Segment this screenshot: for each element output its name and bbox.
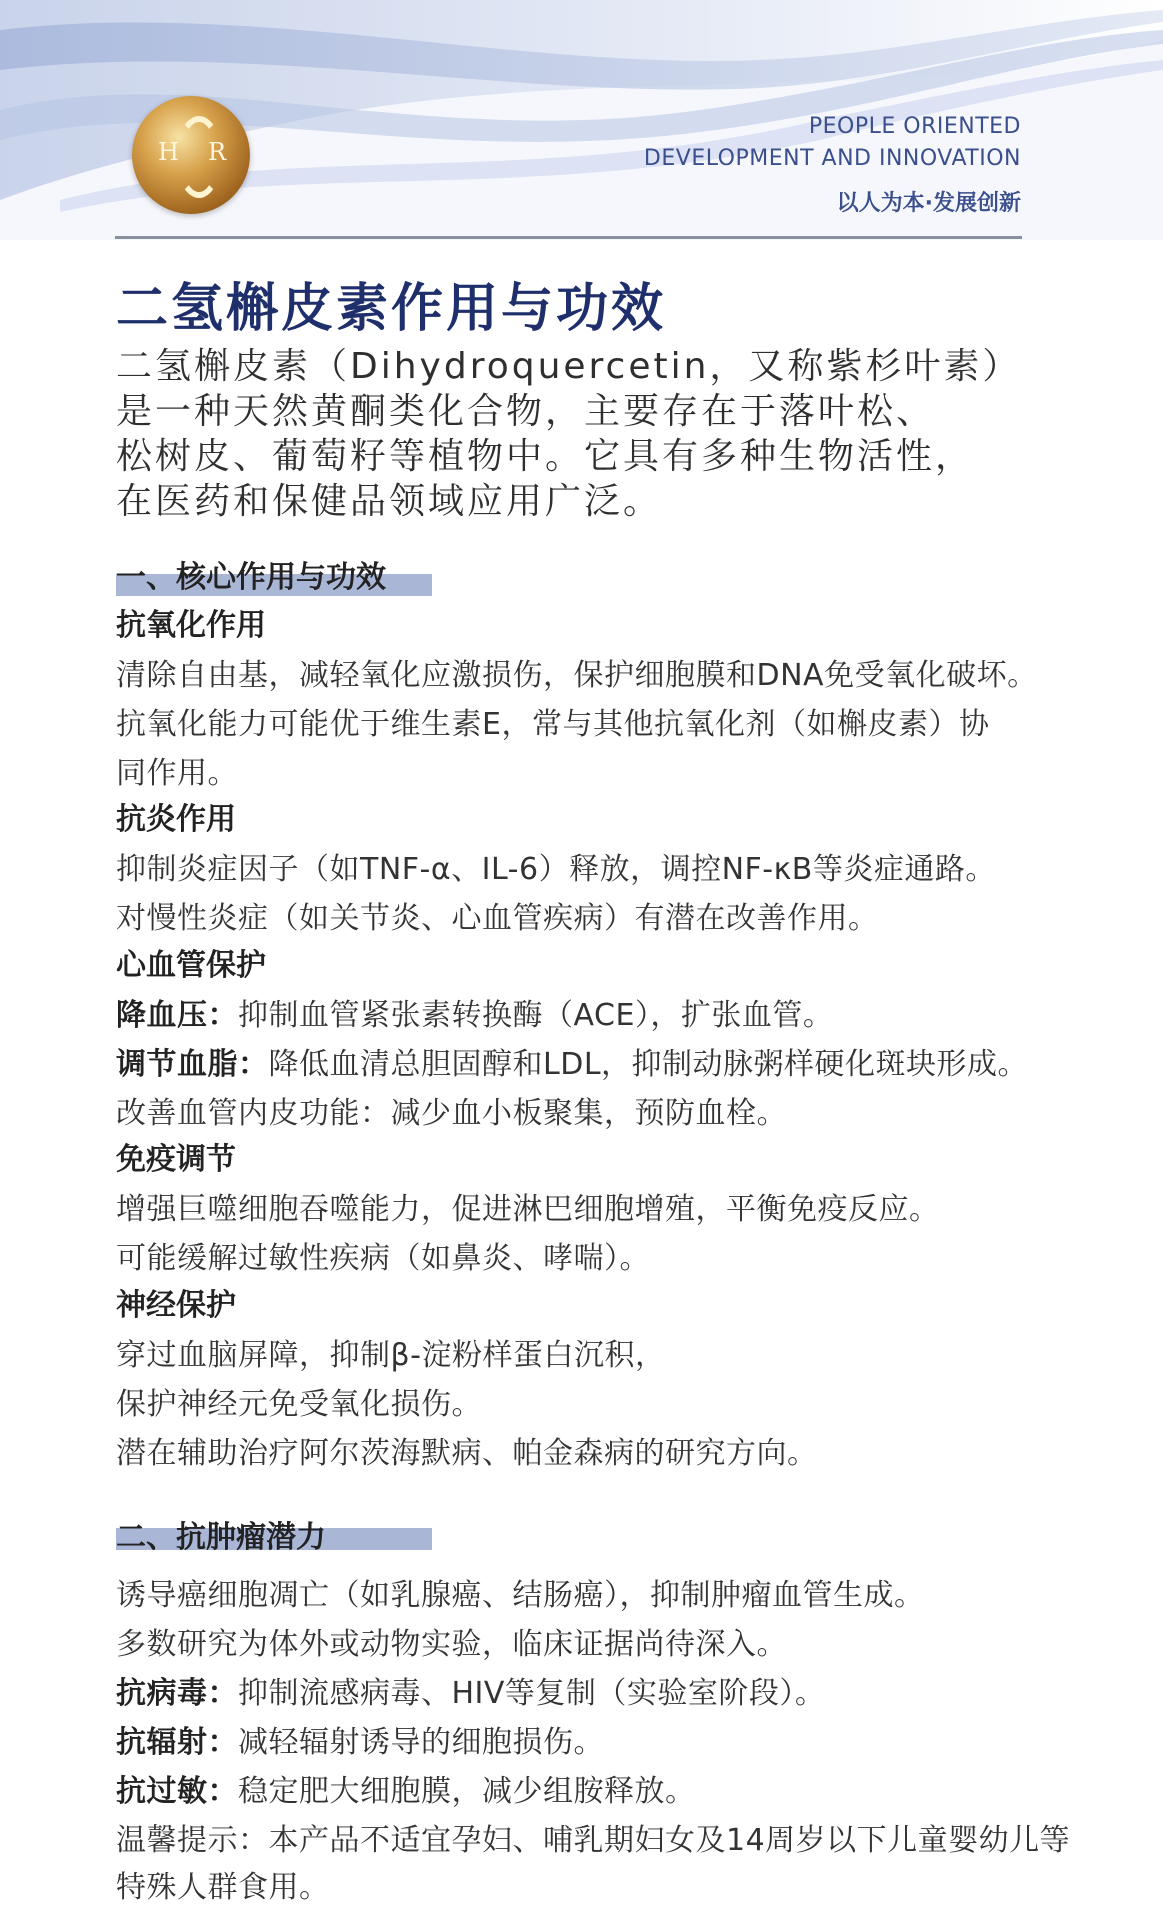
neuro-line: 穿过血脑屏障，抑制β-淀粉样蛋白沉积， [116,1338,666,1373]
logo-letter-r: R [208,138,227,166]
company-logo [132,96,250,214]
antitumor-line: 多数研究为体外或动物实验，临床证据尚待深入。 [116,1627,787,1662]
antioxidant-line: 同作用。 [116,756,238,791]
intro-line: 在医药和保健品领域应用广泛。 [116,481,663,522]
antioxidant-heading: 抗氧化作用 [116,608,266,643]
intro-line: 是一种天然黄酮类化合物，主要存在于落叶松、 [116,391,936,432]
blood-lipid-text: 降低血清总胆固醇和LDL，抑制动脉粥样硬化斑块形成。 [268,1047,1029,1082]
antiradiation-line [116,1717,604,1761]
antiviral-text: 抑制流感病毒、HIV等复制（实验室阶段）。 [238,1676,826,1711]
slogan-line-1: PEOPLE ORIENTED [808,114,1021,139]
antiallergy-text: 稳定肥大细胞膜，减少组胺释放。 [238,1774,696,1809]
slogan-line-2: DEVELOPMENT AND INNOVATION [643,146,1021,171]
antiallergy-line [116,1766,696,1810]
immune-line: 可能缓解过敏性疾病（如鼻炎、哮喘）。 [116,1241,650,1276]
blood-lipid-label: 调节血脂： [116,1047,269,1082]
immune-heading: 免疫调节 [116,1142,236,1177]
intro-line: 二氢槲皮素（Dihydroquercetin，又称紫杉叶素） [116,346,1022,387]
header-divider [115,236,1022,239]
page-title: 二氢槲皮素作用与功效 [116,279,667,339]
neuro-heading: 神经保护 [116,1288,236,1323]
logo-letter-h: H [158,138,179,166]
anti-inflammatory-line: 对慢性炎症（如关节炎、心血管疾病）有潜在改善作用。 [116,901,879,936]
cardio-heading: 心血管保护 [116,948,266,983]
notice-line: 特殊人群食用。 [116,1870,330,1905]
intro-line: 松树皮、葡萄籽等植物中。它具有多种生物活性， [116,436,975,477]
blood-pressure-text: 抑制血管紧张素转换酶（ACE），扩张血管。 [238,998,834,1033]
blood-pressure-line [116,990,833,1034]
blood-lipid-line [116,1039,1028,1083]
antiradiation-label: 抗辐射： [116,1725,238,1760]
notice-line: 温馨提示：本产品不适宜孕妇、哺乳期妇女及14周岁以下儿童婴幼儿等 [116,1823,1071,1858]
section-2-heading: 二、抗肿瘤潜力 [116,1520,326,1555]
neuro-line: 潜在辅助治疗阿尔茨海默病、帕金森病的研究方向。 [116,1436,818,1471]
antiallergy-label: 抗过敏： [116,1774,238,1809]
antiviral-line [116,1668,825,1712]
neuro-line: 保护神经元免受氧化损伤。 [116,1387,482,1422]
blood-pressure-label: 降血压： [116,998,238,1033]
antioxidant-line: 抗氧化能力可能优于维生素E，常与其他抗氧化剂（如槲皮素）协 [116,707,990,742]
antiviral-label: 抗病毒： [116,1676,238,1711]
immune-line: 增强巨噬细胞吞噬能力，促进淋巴细胞增殖，平衡免疫反应。 [116,1192,940,1227]
endothelial-line: 改善血管内皮功能：减少血小板聚集，预防血栓。 [116,1096,787,1131]
antiradiation-text: 减轻辐射诱导的细胞损伤。 [238,1725,604,1760]
anti-inflammatory-heading: 抗炎作用 [116,802,236,837]
slogan-chinese: 以人为本·发展创新 [836,191,1021,216]
antioxidant-line: 清除自由基，减轻氧化应激损伤，保护细胞膜和DNA免受氧化破坏。 [116,658,1038,693]
anti-inflammatory-line: 抑制炎症因子（如TNF-α、IL-6）释放，调控NF-κB等炎症通路。 [116,852,996,887]
section-1-heading: 一、核心作用与功效 [116,560,386,595]
intro-paragraph [116,344,1036,524]
antitumor-line: 诱导癌细胞凋亡（如乳腺癌、结肠癌），抑制肿瘤血管生成。 [116,1578,925,1613]
